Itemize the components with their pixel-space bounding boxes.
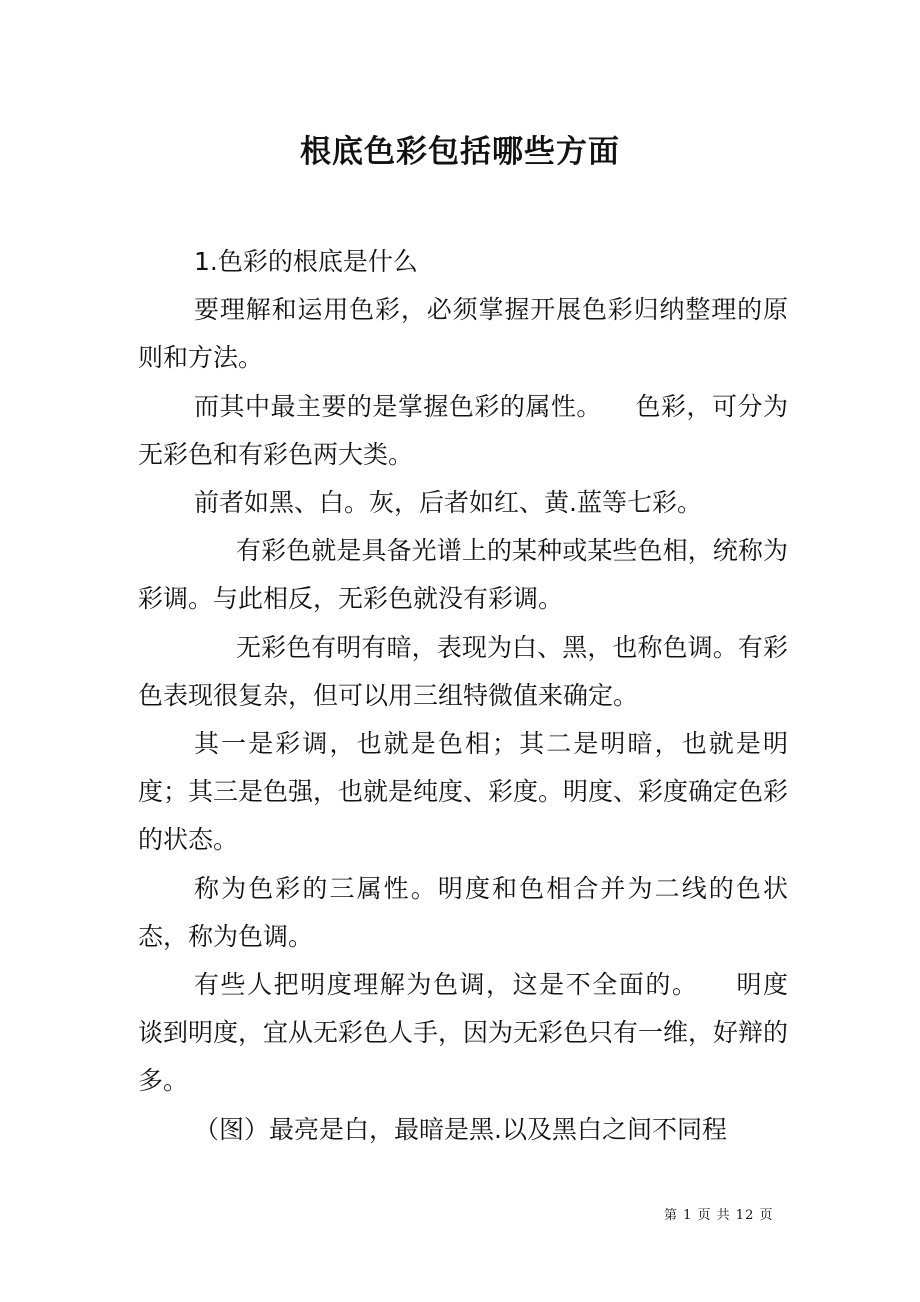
paragraph-heading-1: 1.色彩的根底是什么 [194,247,418,276]
paragraph: 要理解和运用色彩，必须掌握开展色彩归纳整理的原则和方法。 [138,295,788,373]
paragraph: 有彩色就是具备光谱上的某种或某些色相，统称为彩调。与此相反，无彩色就没有彩调。 [138,536,788,614]
document-body [138,238,820,1154]
paragraph: 前者如黑、白。灰，后者如红、黄.蓝等七彩。 [194,488,702,518]
paragraph: 其一是彩调，也就是色相；其二是明暗，也就是明度；其三是色强，也就是纯度、彩度。明度、彩度确定色彩的状态。 [138,729,789,855]
paragraph: 无彩色有明有暗，表现为白、黑，也称色调。有彩色表现很复杂，但可以用三组特微值来确定。 [138,632,788,710]
paragraph: 有些人把明度理解为色调，这是不全面的。 明度 谈到明度，宜从无彩色人手，因为无彩色只有一维，好辩的多。 [138,970,820,1096]
page-number-footer: 第 1 页 共 12 页 [664,1208,774,1223]
paragraph: 而其中最主要的是掌握色彩的属性。 色彩，可分为无彩色和有彩色两大类。 [138,391,788,469]
paragraph: 称为色彩的三属性。明度和色相合并为二线的色状态，称为色调。 [138,873,788,951]
document-title: 根底色彩包括哪些方面 [300,134,620,170]
paragraph: （图）最亮是白，最暗是黑.以及黑白之间不同程 [194,1114,727,1144]
